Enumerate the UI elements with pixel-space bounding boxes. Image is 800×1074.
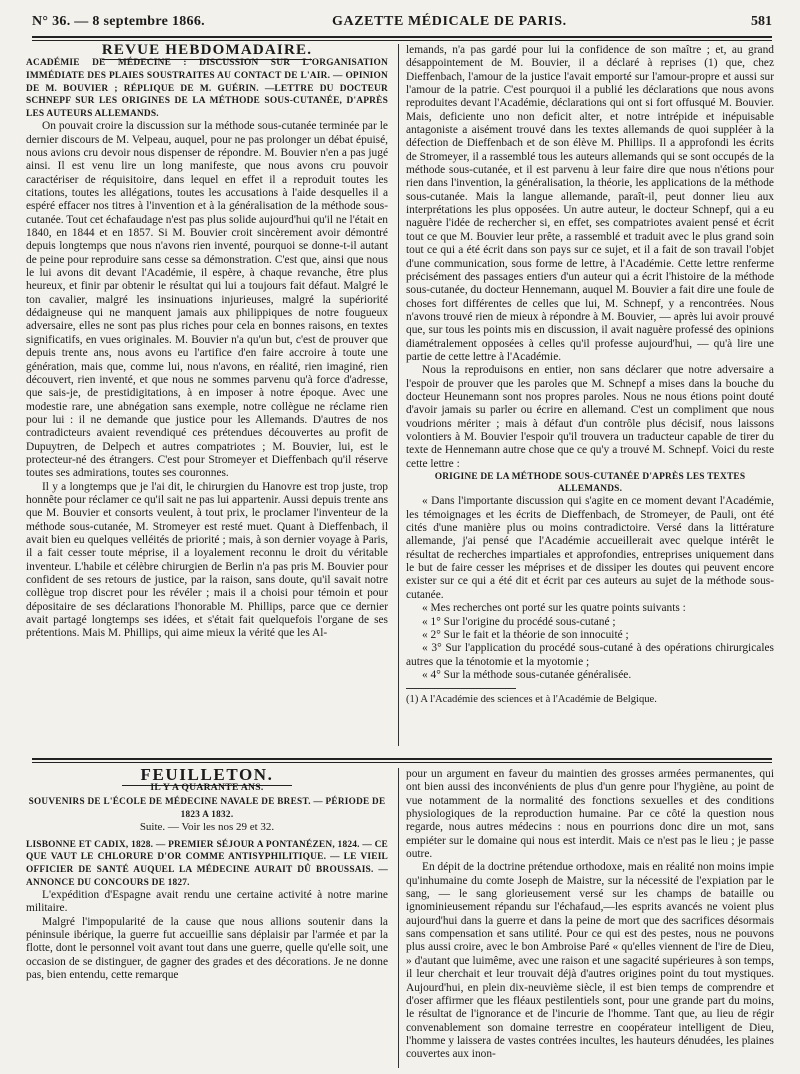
- page-number: 581: [751, 14, 772, 29]
- feuilleton-paragraph: L'expédition d'Espagne avait rendu une certaine activité à notre marine militaire.: [26, 889, 388, 915]
- revue-paragraph: Il y a longtemps que je l'ai dit, le chirurgien du Hanovre est trop juste, trop honnête pour réclamer ce qu'il sait ne pas lui appartenir. Aussi depuis trente ans que M. Bouvier et consorts veulent, à tout prix, le proclamer l'inventeur de la méthode sous-cutanée, M. Stromeyer est resté muet. Quant à Dieffenbach, il avait bien eu quelques velléités de priorité ; mais, à son dernier voyage à Paris, il a fait cesser toute méprise, il a loyalement reconnu le droit du véritable inventeur. L'habile et célèbre chirurgien de Berlin n'a pas pris M. Bouvier pour confident de ses retours de justice, par la raison, sans doute, qu'il savait notre collègue trop discret pour les révéler ; mais il a choisi pour témoin et pour dépositaire de ses déclarations l'honorable M. Phillips, parce que ce dernier avait partagé longtemps ses idées, et s'était fait quelquefois l'organe de ses prétentions. Mais M. Phillips, qui aime mieux la vérité que les Al-: [26, 480, 388, 640]
- column-divider: [398, 768, 399, 1068]
- footnote-rule: [406, 688, 516, 689]
- feuilleton-souvenirs: SOUVENIRS DE L'ÉCOLE DE MÉDECINE NAVALE DE BREST. — PÉRIODE DE 1823 A 1832.: [28, 795, 386, 820]
- feuilleton-summary: LISBONNE ET CADIX, 1828. — PREMIER SÉJOUR A PONTANÉZEN, 1824. — CE QUE VAUT LE CHLORURE D'OR COMME ANTISYPHILITIQUE. — LE VIEIL OFFICIER DE SANTÉ AUQUEL LA MÉDECINE AURAIT DÛ BROUSSAIS. — ANNONCE DU CONCOURS DE 1827.: [26, 839, 388, 888]
- revue-paragraph: On pouvait croire la discussion sur la méthode sous-cutanée terminée par le dernier discours de M. Velpeau, auquel, pour ne pas prolonger un débat épuisé, nous avions cru devoir nous dispenser de répondre. M. Bouvier n'en a pas jugé ainsi. Il est venu lire un long manifeste, que nous avons cru pouvoir caractériser de réquisitoire, dans lequel en effet il a reproduit toutes les citations, toutes les allégations, toutes les accusations à l'aide desquelles il a espéré effacer nos titres à l'invention et à la généralisation de la méthode sous-cutanée. Tout cet échafaudage n'est pas plus solide aujourd'hui qu'il ne l'était en 1840, en 1844 et en 1857. Si M. Bouvier croit sincèrement avoir démontré depuis longtemps que nous n'avons rien inventé, pourquoi se donne-t-il autant de peine pour reproduire sans cesse sa démonstration. C'est que, ainsi que nous le lui avons dit devant l'Académie, il espère, à chaque revanche, être plus heureux, et finir par obtenir le résultat qui lui a toujours fait défaut. Malgré le ton cavalier, malgré les insinuations injurieuses, malgré la supériorité dédaigneuse qui ne manquent jamais aux philippiques de notre fougueux adversaire, elles ne sont pas plus riches pour cela en bonnes raisons, en textes significatifs, en vues originales. M. Bouvier n'a qu'un but, c'est de prouver que depuis trente ans, nous avons eu l'artifice d'en faire accroire à toute une génération, mais que, comme lui, nous n'avons, en réalité, rien imaginé, rien découvert, rien inventé, et que nous ne sommes parvenu qu'à force d'adresse, que sais-je, de prestidigitations, à en imposer à notre époque. Avec une modestie rare, une abnégation sans exemple, notre collègue ne réclame rien pour lui : il ne demande que justice pour les Allemands. D'autres de nos contradicteurs avaient revendiqué ces prétendues découvertes au profit de Dupuytren, de Delpech et autres compatriotes ; M. Bouvier, lui, est le protecteur-né des étrangers. C'est pour Stromeyer et Dieffenbach qu'il réserve toutes ses admirations, toutes ses couronnes.: [26, 120, 388, 480]
- revue-right-column: [406, 44, 774, 750]
- feuilleton-title: FEUILLETON.: [26, 768, 388, 781]
- letter-point: « 3° Sur l'application du procédé sous-cutané à des opérations chirurgicales autres que la ténotomie et la myotomie ;: [406, 642, 774, 668]
- letter-point: « 2° Sur le fait et la théorie de son innocuité ;: [422, 628, 629, 641]
- column-divider: [398, 44, 399, 746]
- feuilleton-paragraph: pour un argument en faveur du maintien des grosses armées permanentes, qui ont bien aussi des inconvénients de plus d'un genre pour l'hygiène, au point de vue notamment de la normalité des fonctions sexuelles et des conditions physiologiques de la reproduction humaine. Par ce côté la question nous regarde, nous autres médecins : nous en pourrions donc dire un mot, sans empiéter sur le domaine qui nous est interdit. Mais ce n'est pas le lieu ; je passe outre.: [406, 768, 774, 861]
- journal-name: GAZETTE MÉDICALE DE PARIS.: [332, 14, 567, 29]
- feuilleton-paragraph: En dépit de la doctrine prétendue orthodoxe, mais en réalité non moins impie qu'inhumaine du comte Joseph de Maistre, sur la nécessité de l'expiation par le sang, — le sang glorieusement versé sur les champs de bataille ou ignominieusement répandu sur l'échafaud,—les esprits avancés ne voient plus aujourd'hui dans la guerre et dans la peine de mort que des sacrifices désormais sans compensation et sans utilité. Pour ce qui est des pestes, nous ne pouvons plus aussi croire, avec le bon Ambroise Paré « qu'elles viennent de l'ire de Dieu, » d'autant que luimême, avec une raison et une sagacité supérieures à son temps, il leur cherchait et leur trouvait déjà d'autres origines point du tout mystiques. Aujourd'hui, en plein dix-neuvième siècle, il est bien temps de comprendre et d'oser affirmer que les fléaux pestilentiels sont, pour une grande part du moins, le résultat de l'ignorance et de l'incurie de l'homme. Tant que, au lieu de régir convenablement son domaine terrestre en coopérateur intelligent de Dieu, l'homme y laissera de vastes contrées incultes, les hauteurs dénudées, les plaines couvertes aux inon-: [406, 861, 774, 1061]
- revue-left-column: [26, 44, 388, 744]
- revue-subtitle: ACADÉMIE DE MÉDECINE : DISCUSSION SUR L'ORGANISATION IMMÉDIATE DES PLAIES SOUSTRAITES AU CONTACT DE L'AIR. — OPINION DE M. BOUVIER ; RÉPLIQUE DE M. GUÉRIN. —LETTRE DU DOCTEUR SCHNEPF SUR LES ORIGINES DE LA MÉTHODE SOUS-CUTANÉE, D'APRÈS LES AUTEURS ALLEMANDS.: [26, 58, 388, 119]
- feuilleton-left-column: [26, 768, 388, 1068]
- feuilleton-rule: [32, 758, 772, 763]
- header-rule: [32, 36, 772, 41]
- letter-title: ORIGINE DE LA MÉTHODE SOUS-CUTANÉE D'APRÈS LES TEXTES ALLEMANDS.: [434, 472, 746, 495]
- letter-intro: « Dans l'importante discussion qui s'agite en ce moment devant l'Académie, les témoignages et les écrits de Dieffenbach, de Stromeyer, de Pauli, ont été cités d'une manière plus ou moins contradictoire. Versé dans la littérature allemande, j'ai pensé que l'Académie accueillerait avec quelque intérêt le résultat de recherches impartiales et approfondies, entreprises uniquement dans le but de faire cesser les méprises et de dissiper les doutes qui peuvent encore exister sur ce qui a été dit et écrit par ces auteurs au sujet de la méthode sous-cutanée.: [406, 495, 774, 601]
- revue-title: REVUE HEBDOMADAIRE.: [101, 44, 313, 58]
- feuilleton-suite: Suite. — Voir les nos 29 et 32.: [139, 821, 275, 834]
- issue-number-date: N° 36. — 8 septembre 1866.: [32, 14, 205, 29]
- revue-paragraph: lemands, n'a pas gardé pour lui la confidence de son maître ; et, au grand désappointement de M. Bouvier, il a déclaré à reprises (1) que, chez Dieffenbach, l'amour de la justice l'avait emporté sur l'amour-propre et aussi sur l'amour de la patrie. C'est pourquoi il a publié les déclarations que nous avons reproduites devant l'Académie, déclarations qui ont si fort offusqué M. Bouvier. Mais, deficiente uno non deficit alter, et notre intrépide et inépuisable antagoniste a aisément trouvé dans les textes allemands de quoi suppléer à la défection de Dieffenbach et de son élève M. Phillips. Il a approfondi les écrits de Stromeyer, il a rassemblé tous les auteurs allemands qui se sont occupés de la méthode sous-cutanée, et il est parvenu à leur faire dire que nous n'étions pour rien dans l'invention, la généralisation, la théorie, les applications de la méthode sous-cutanée. Mais la langue allemande, paraît-il, peut donner lieu aux interprétations les plus opposées. Un autre auteur, le docteur Schnepf, qui a eu naguère l'idée de rechercher si, en effet, ses compatriotes avaient pensé et écrit tout ce que M. Bouvier leur prête, a rassemblé et traduit avec le plus grand soin tout ce qui a été écrit dans son pays sur ce sujet, et il a fait de son travail l'objet d'une communication, sous forme de lettre, à l'Académie. Cette lettre renferme précisément des passages entiers d'un auteur qui a écrit l'histoire de la méthode sous-cutanée, du docteur Hennemann, auquel M. Bouvier a fait dire une foule de choses fort différentes de celles que lui, M. Schnepf, y a rencontrées. Nous n'avons trouvé rien de mieux à répondre à M. Bouvier, — après lui avoir prouvé que, sur tous les points mis en discussion, il avait naguère professé des opinions diamétralement opposées à celles qu'il professe aujourd'hui, — qu'à lire une partie de cette lettre à l'Académie.: [406, 44, 774, 363]
- feuilleton-right-column: [406, 768, 774, 1068]
- letter-point: « 4° Sur la méthode sous-cutanée généralisée.: [422, 668, 632, 681]
- revue-paragraph: Nous la reproduisons en entier, non sans déclarer que notre adversaire a l'espoir de prouver que les paroles que M. Schnepf a mises dans la bouche du docteur Heunemann sont nos propres paroles. Nous ne nous étions point douté d'avoir jamais su parler ou écrire en allemand. C'est un compliment que nous voudrions mériter ; mais à défaut d'un contrôle plus décisif, nous laissons volontiers à M. Bouvier l'espoir qu'il trouvera un traducteur capable de tirer du texte de Hennemann autre chose que ce qu'y a trouvé M. Schnepf. Voici du reste cette lettre :: [406, 364, 774, 470]
- footnote: (1) A l'Académie des sciences et à l'Académie de Belgique.: [406, 694, 657, 706]
- letter-point: « Mes recherches ont porté sur les quatre points suivants :: [422, 602, 686, 615]
- page-header: [32, 8, 772, 36]
- letter-point: « 1° Sur l'origine du procédé sous-cutané ;: [422, 615, 616, 628]
- feuilleton-ago: IL Y A QUARANTE ANS.: [150, 782, 264, 794]
- feuilleton-paragraph: Malgré l'impopularité de la cause que nous allions soutenir dans la péninsule ibérique, la guerre fut accueillie sans déplaisir par l'armée et par la flotte, dont le personnel voit avant tout dans une guerre, quelle qu'elle soit, une occasion de se distinguer, de gagner des grades et des décorations. Je ne donne pas, bien entendu, cette remarque: [26, 915, 388, 982]
